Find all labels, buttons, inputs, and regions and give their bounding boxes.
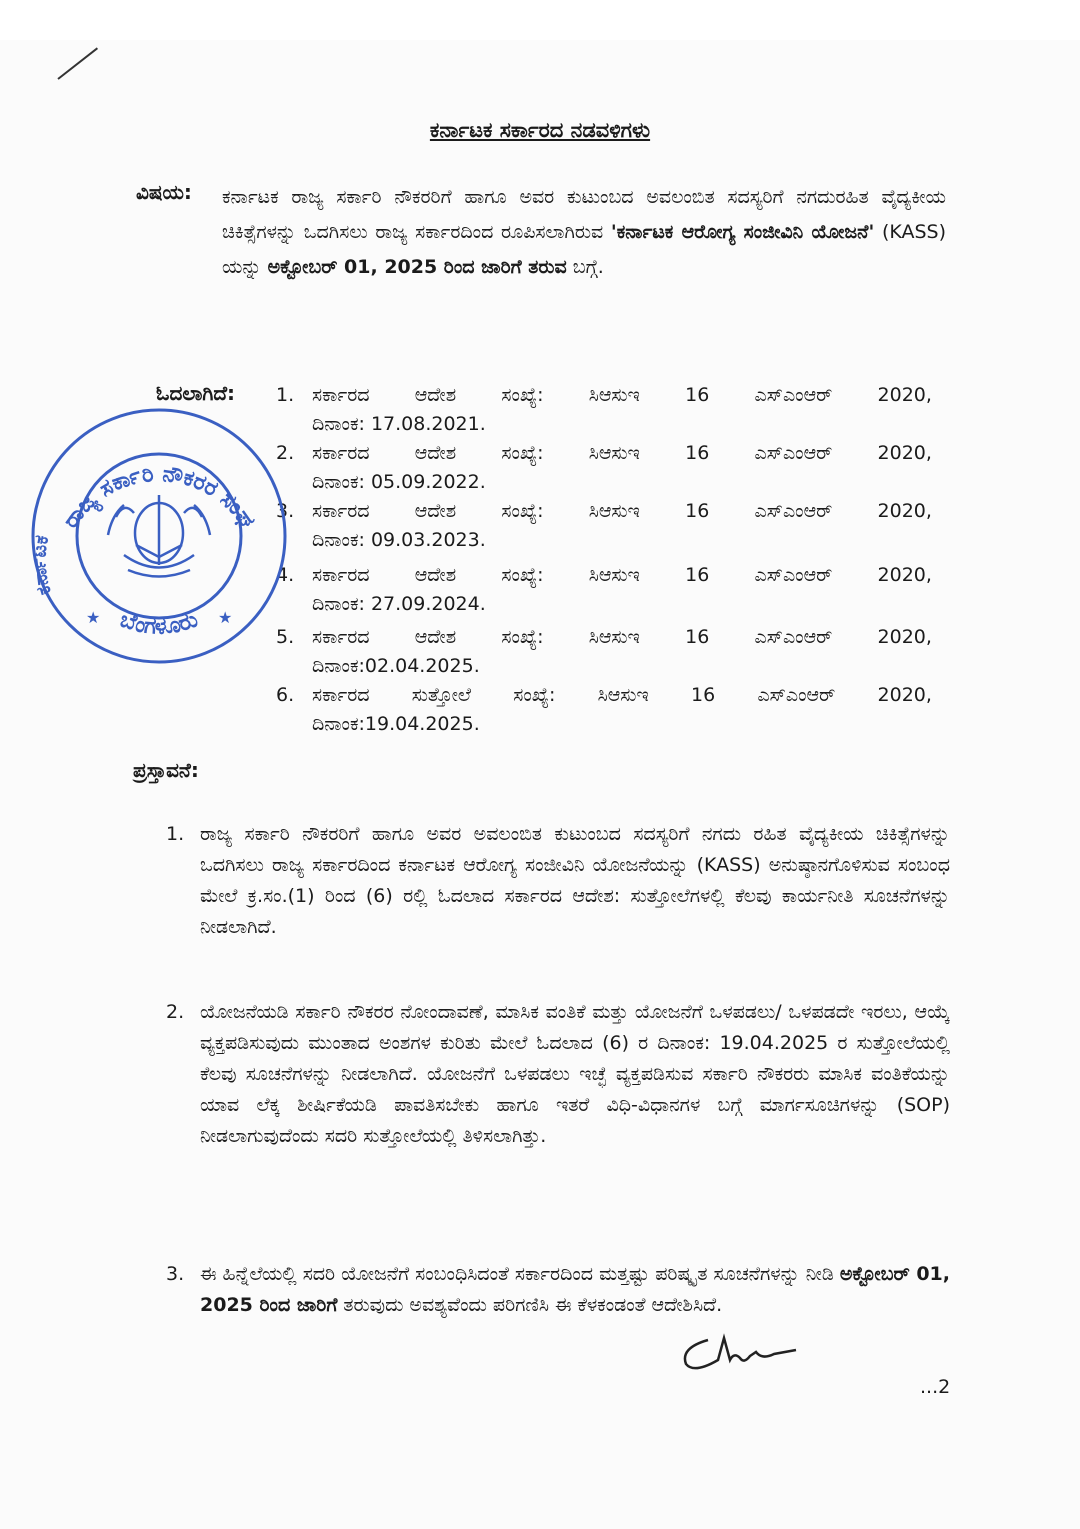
seal-left-text: ಕರ್ನಾಟಕ <box>28 533 56 598</box>
page-title: ಕರ್ನಾಟಕ ಸರ್ಕಾರದ ನಡವಳಿಗಳು <box>429 118 651 142</box>
seal-top-text: ರಾಜ್ಯ ಸರ್ಕಾರಿ ನೌಕರರ ಸಂಘ <box>58 461 260 533</box>
reference-word: 16 <box>685 442 710 464</box>
reference-word: ಸರ್ಕಾರದ <box>312 500 370 522</box>
reference-date: ದಿನಾಂಕ:19.04.2025. <box>312 713 480 735</box>
reference-item <box>276 561 932 619</box>
emblem-icon <box>108 495 210 577</box>
reference-word: ಸಿಆಸುಇ <box>597 684 649 706</box>
reference-word: ಸಿಆಸುಇ <box>588 384 640 406</box>
reference-item <box>276 439 932 497</box>
reference-word: 2020, <box>877 442 932 464</box>
reference-word: ಸಂಖ್ಯೆ: <box>501 626 544 648</box>
reference-number: 3. <box>276 500 295 522</box>
reference-word: ಎಸ್ಎಂಆರ್ <box>754 442 833 464</box>
subject-label: ವಿಷಯ: <box>136 180 192 204</box>
reference-word: 16 <box>685 500 710 522</box>
association-seal <box>28 405 290 667</box>
reference-number: 6. <box>276 684 295 706</box>
effective-date: ಅಕ್ಟೋಬರ್ 01, 2025 ರಿಂದ ಜಾರಿಗೆ ತರುವ <box>267 256 567 278</box>
reference-number: 5. <box>276 626 295 648</box>
reference-item <box>276 497 932 555</box>
reference-word: ಸಂಖ್ಯೆ: <box>501 500 544 522</box>
references-label: ಓದಲಾಗಿದೆ: <box>156 381 236 405</box>
reference-number: 2. <box>276 442 295 464</box>
reference-item <box>276 623 932 681</box>
reference-word: ಸಿಆಸುಇ <box>588 564 640 586</box>
effective-date-bold: ಅಕ್ಟೋಬರ್ 01, 2025 ರಿಂದ ಜಾರಿಗೆ <box>200 1263 950 1316</box>
reference-word: ಆದೇಶ <box>414 500 457 522</box>
reference-word: ಸರ್ಕಾರದ <box>312 384 370 406</box>
reference-word: ಆದೇಶ <box>414 626 457 648</box>
reference-word: 2020, <box>877 626 932 648</box>
reference-date: ದಿನಾಂಕ: 09.03.2023. <box>312 529 486 551</box>
next-page-indicator: ...2 <box>920 1376 951 1398</box>
reference-word: ಸಿಆಸುಇ <box>588 500 640 522</box>
subject-text: ಕರ್ನಾಟಕ ರಾಜ್ಯ ಸರ್ಕಾರಿ ನೌಕರರಿಗೆ ಹಾಗೂ ಅವರ ಕುಟುಂಬದ ಅವಲಂಬಿತ ಸದಸ್ಯರಿಗೆ ನಗದುರಹಿತ ವೈದ್ಯಕೀಯ ಚಿಕಿತ್ಸೆಗಳನ್ನು ಒದಗಿಸಲು ರಾಜ್ಯ ಸರ್ಕಾರದಿಂದ ರೂಪಿಸಲಾಗಿರುವ 'ಕರ್ನಾಟಕ ಆರೋಗ್ಯ ಸಂಜೀವಿನಿ ಯೋಜನೆ' (KASS) ಯನ್ನು ಅಕ್ಟೋಬರ್ 01, 2025 ರಿಂದ ಜಾರಿಗೆ ತರುವ ಬಗ್ಗೆ. <box>222 186 947 278</box>
seal-star-left: ★ <box>86 608 101 627</box>
reference-item <box>276 681 932 739</box>
reference-word: 16 <box>685 384 710 406</box>
reference-date: ದಿನಾಂಕ: 17.08.2021. <box>312 413 486 435</box>
top-margin <box>0 0 1080 40</box>
reference-date: ದಿನಾಂಕ: 27.09.2024. <box>312 593 486 615</box>
reference-word: ಆದೇಶ <box>414 384 457 406</box>
reference-word: 16 <box>691 684 716 706</box>
reference-word: ಸರ್ಕಾರದ <box>312 684 370 706</box>
scheme-name: 'ಕರ್ನಾಟಕ ಆರೋಗ್ಯ ಸಂಜೀವಿನಿ ಯೋಜನೆ' <box>610 221 875 243</box>
seal-star-right: ★ <box>218 608 233 627</box>
reference-word: ಎಸ್ಎಂಆರ್ <box>754 564 833 586</box>
reference-date: ದಿನಾಂಕ:02.04.2025. <box>312 655 480 677</box>
reference-word: ಸಂಖ್ಯೆ: <box>513 684 556 706</box>
reference-word: ಸರ್ಕಾರದ <box>312 564 370 586</box>
seal-bottom-text: ಬೆಂಗಳೂರು <box>117 607 202 641</box>
reference-word: ಸಿಆಸುಇ <box>588 626 640 648</box>
reference-word: 2020, <box>877 500 932 522</box>
signature <box>678 1330 808 1375</box>
reference-word: ಎಸ್ಎಂಆರ್ <box>754 384 833 406</box>
reference-word: ಆದೇಶ <box>414 564 457 586</box>
reference-word: ಎಸ್ಎಂಆರ್ <box>754 626 833 648</box>
reference-item <box>276 381 932 439</box>
reference-word: ಸರ್ಕಾರದ <box>312 626 370 648</box>
preamble-paragraph-2: 2. ಯೋಜನೆಯಡಿ ಸರ್ಕಾರಿ ನೌಕರರ ನೋಂದಾವಣೆ, ಮಾಸಿಕ ವಂತಿಕೆ ಮತ್ತು ಯೋಜನೆಗೆ ಒಳಪಡಲು/ ಒಳಪಡದೇ ಇರಲು, ಆಯ್ಕೆ ವ್ಯಕ್ತಪಡಿಸುವುದು ಮುಂತಾದ ಅಂಶಗಳ ಕುರಿತು ಮೇಲೆ ಓದಲಾದ (6) ರ ದಿನಾಂಕ: 19.04.2025 ರ ಸುತ್ತೋಲೆಯಲ್ಲಿ ಕೆಲವು ಸೂಚನೆಗಳನ್ನು ನೀಡಲಾಗಿದೆ. ಯೋಜನೆಗೆ ಒಳಪಡಲು ಇಚ್ಛೆ ವ್ಯಕ್ತಪಡಿಸುವ ಸರ್ಕಾರಿ ನೌಕರರು ಮಾಸಿಕ ವಂತಿಕೆಯನ್ನು ಯಾವ ಲೆಕ್ಕ ಶೀರ್ಷಿಕೆಯಡಿ ಪಾವತಿಸಬೇಕು ಹಾಗೂ ಇತರೆ ವಿಧಿ-ವಿಧಾನಗಳ ಬಗ್ಗೆ ಮಾರ್ಗಸೂಚಿಗಳನ್ನು (SOP) ನೀಡಲಾಗುವುದೆಂದು ಸದರಿ ಸುತ್ತೋಲೆಯಲ್ಲಿ ತಿಳಿಸಲಾಗಿತ್ತು. <box>166 1001 950 1147</box>
reference-word: ಸುತ್ತೋಲೆ <box>411 684 472 706</box>
svg-text:ಬೆಂಗಳೂರು <box>117 607 201 640</box>
preamble-paragraph-1: 1. ರಾಜ್ಯ ಸರ್ಕಾರಿ ನೌಕರರಿಗೆ ಹಾಗೂ ಅವರ ಅವಲಂಬಿತ ಕುಟುಂಬದ ಸದಸ್ಯರಿಗೆ ನಗದು ರಹಿತ ವೈದ್ಯಕೀಯ ಚಿಕಿತ್ಸೆಗಳನ್ನು ಒದಗಿಸಲು ರಾಜ್ಯ ಸರ್ಕಾರದಿಂದ ಕರ್ನಾಟಕ ಆರೋಗ್ಯ ಸಂಜೀವಿನಿ ಯೋಜನೆಯನ್ನು (KASS) ಅನುಷ್ಠಾನಗೊಳಿಸುವ ಸಂಬಂಧ ಮೇಲೆ ಕ್ರ.ಸಂ.(1) ರಿಂದ (6) ರಲ್ಲಿ ಓದಲಾದ ಸರ್ಕಾರದ ಆದೇಶ: ಸುತ್ತೋಲೆಗಳಲ್ಲಿ ಕೆಲವು ಕಾರ್ಯನೀತಿ ಸೂಚನೆಗಳನ್ನು ನೀಡಲಾಗಿದೆ. <box>166 823 950 938</box>
reference-number: 4. <box>276 564 295 586</box>
reference-word: ಸಂಖ್ಯೆ: <box>501 564 544 586</box>
reference-word: 16 <box>685 626 710 648</box>
reference-word: ಸಿಆಸುಇ <box>588 442 640 464</box>
reference-word: ಸರ್ಕಾರದ <box>312 442 370 464</box>
preamble-label: ಪ್ರಸ್ತಾವನೆ: <box>133 758 199 782</box>
reference-date: ದಿನಾಂಕ: 05.09.2022. <box>312 471 486 493</box>
reference-word: ಸಂಖ್ಯೆ: <box>501 442 544 464</box>
reference-word: ಎಸ್ಎಂಆರ್ <box>754 500 833 522</box>
reference-number: 1. <box>276 384 295 406</box>
reference-word: 16 <box>685 564 710 586</box>
reference-word: ಸಂಖ್ಯೆ: <box>501 384 544 406</box>
reference-word: 2020, <box>877 564 932 586</box>
reference-word: 2020, <box>877 384 932 406</box>
reference-word: 2020, <box>877 684 932 706</box>
reference-word: ಆದೇಶ <box>414 442 457 464</box>
reference-word: ಎಸ್ಎಂಆರ್ <box>757 684 836 706</box>
preamble-paragraph-3: 3. ಈ ಹಿನ್ನೆಲೆಯಲ್ಲಿ ಸದರಿ ಯೋಜನೆಗೆ ಸಂಬಂಧಿಸಿದಂತೆ ಸರ್ಕಾರದಿಂದ ಮತ್ತಷ್ಟು ಪರಿಷ್ಕೃತ ಸೂಚನೆಗಳನ್ನು ನೀಡಿ ಅಕ್ಟೋಬರ್ 01, 2025 ರಿಂದ ಜಾರಿಗೆ ತರುವುದು ಅವಶ್ಯವೆಂದು ಪರಿಗಣಿಸಿ ಈ ಕೆಳಕಂಡಂತೆ ಆದೇಶಿಸಿದೆ. <box>166 1263 950 1316</box>
